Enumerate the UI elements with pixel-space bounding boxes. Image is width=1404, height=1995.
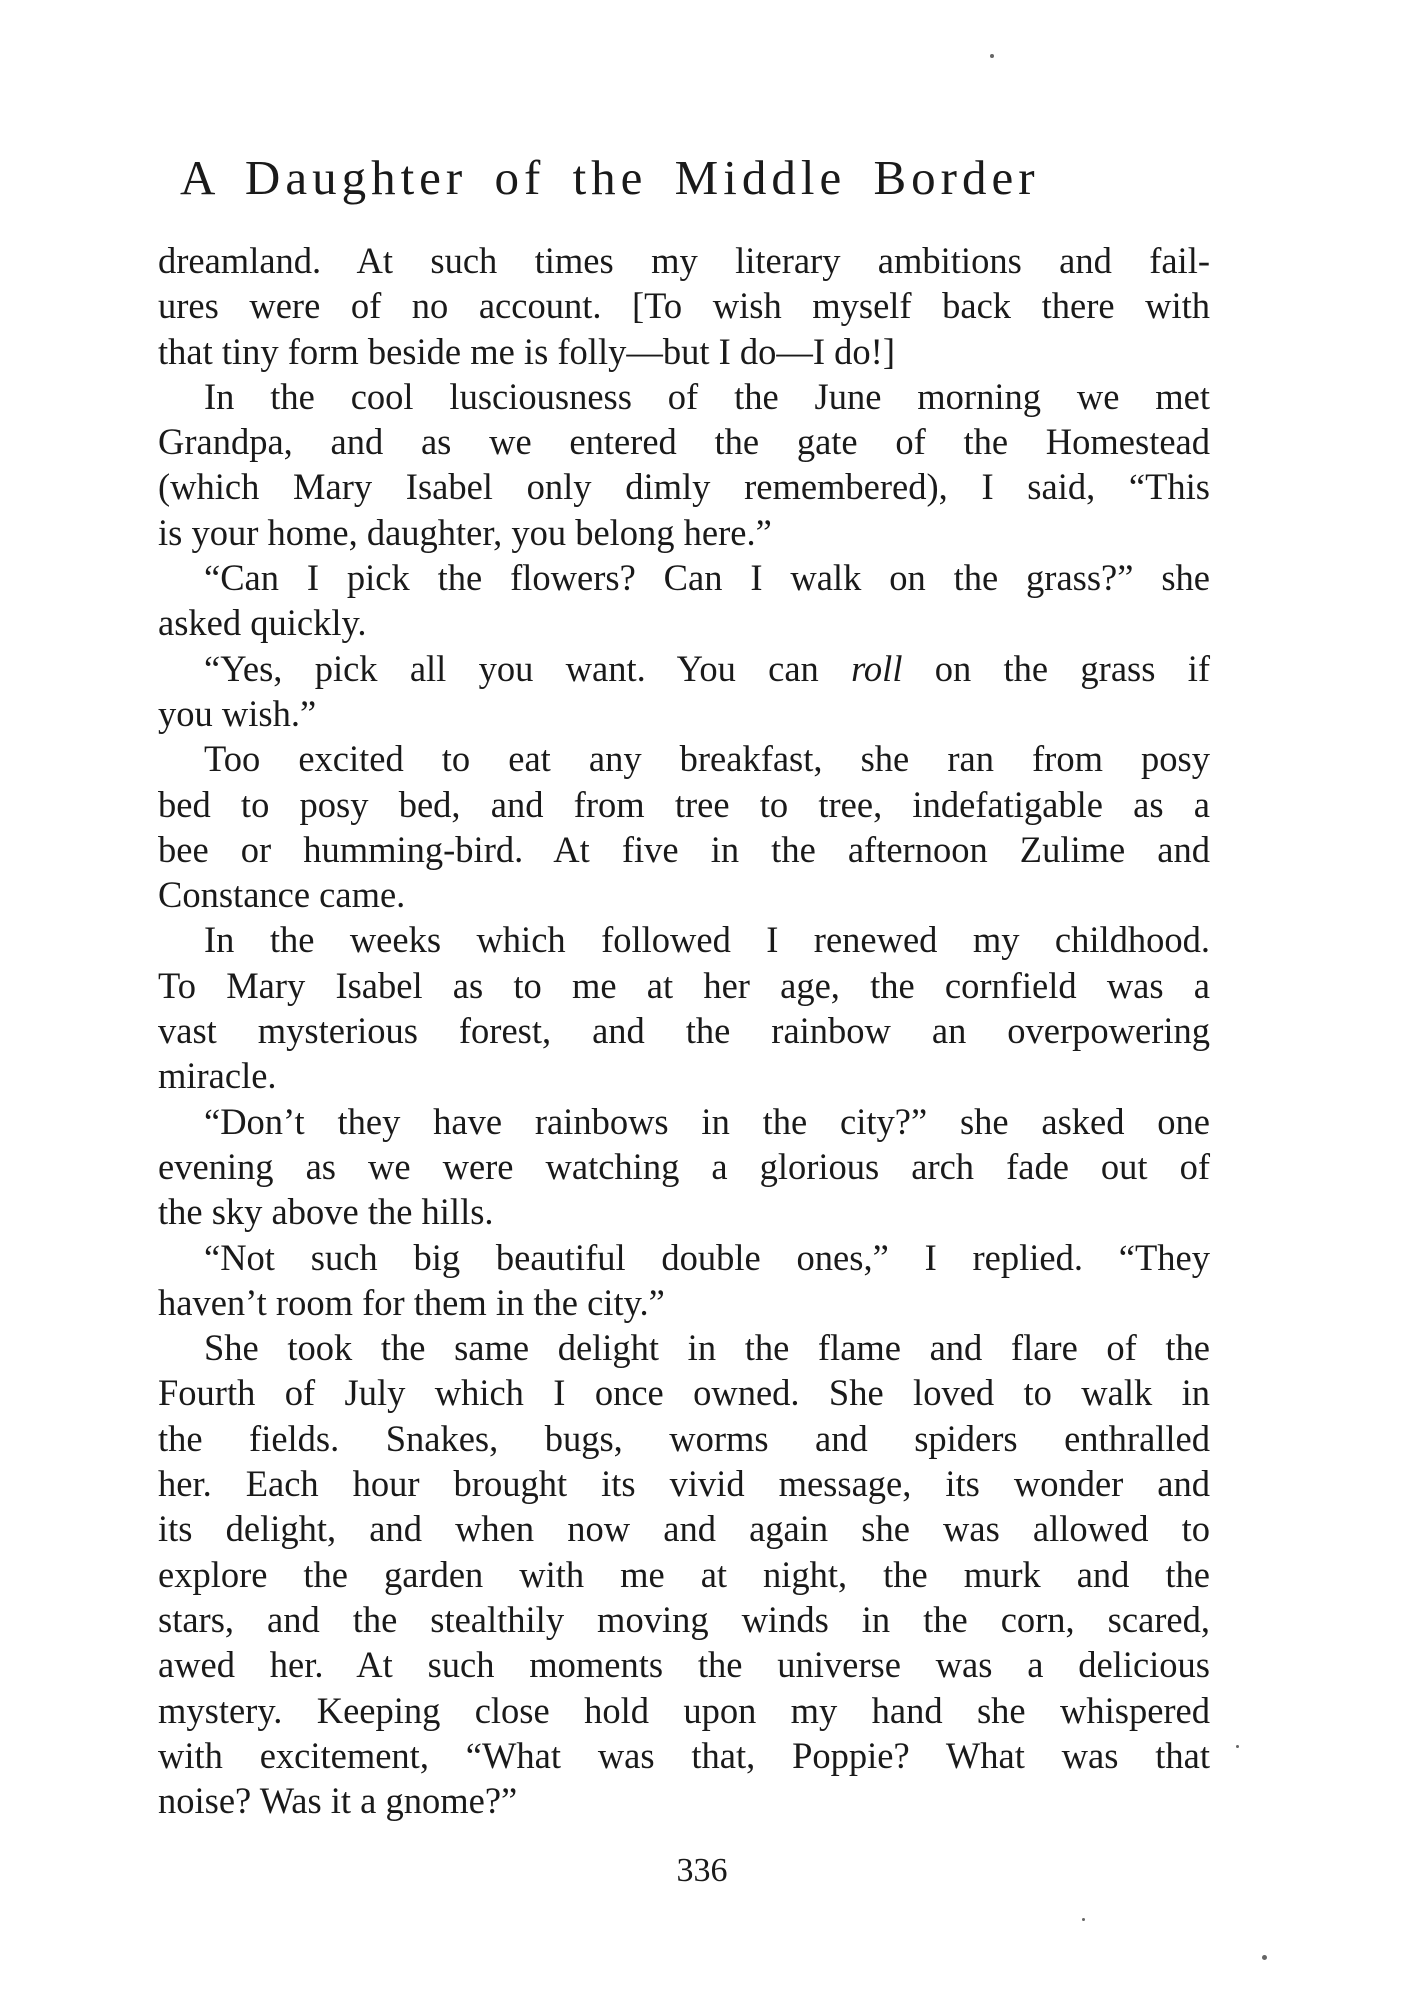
text-line: To Mary Isabel as to me at her age, the cornfield was a [158, 964, 1210, 1006]
text-line: “Not such big beautiful double ones,” I replied. “They [204, 1236, 1210, 1278]
text-line: “Can I pick the flowers? Can I walk on the grass?” she [204, 557, 1210, 599]
text-line: In the weeks which followed I renewed my childhood. [204, 919, 1210, 961]
text-line: that tiny form beside me is folly—but I do—I do!] [158, 330, 895, 372]
scan-speck [1082, 1918, 1085, 1921]
scan-speck [1262, 1955, 1267, 1960]
text-line: “Don’t they have rainbows in the city?” she asked one [204, 1100, 1210, 1142]
text-line: Constance came. [158, 874, 406, 916]
emphasized-word: roll [851, 647, 903, 689]
text-line: bee or humming-bird. At five in the afternoon Zulime and [158, 828, 1210, 870]
text-line: She took the same delight in the flame and flare of the [204, 1327, 1210, 1369]
text-line: miracle. [158, 1055, 277, 1097]
text-line: the sky above the hills. [158, 1191, 494, 1233]
body-text [158, 238, 1210, 1823]
text-line: the fields. Snakes, bugs, worms and spiders enthralled [158, 1417, 1210, 1459]
scan-speck [1236, 1745, 1239, 1748]
text-line: awed her. At such moments the universe was a delicious [158, 1644, 1210, 1686]
scan-speck [990, 54, 994, 58]
text-line: (which Mary Isabel only dimly remembered), I said, “This [158, 466, 1210, 508]
text-line: In the cool lusciousness of the June morning we met [204, 375, 1210, 417]
text-line: asked quickly. [158, 602, 367, 644]
text-line: Grandpa, and as we entered the gate of the Homestead [158, 421, 1210, 463]
text-line: dreamland. At such times my literary ambitions and fail- [158, 240, 1210, 281]
text-line: evening as we were watching a glorious arch fade out of [158, 1145, 1210, 1187]
text-line: noise? Was it a gnome?” [158, 1780, 518, 1822]
page-number: 336 [676, 1852, 728, 1889]
text-line: Too excited to eat any breakfast, she ran from posy [204, 738, 1210, 780]
text-line: its delight, and when now and again she was allowed to [158, 1508, 1210, 1550]
text-segment: “Yes, pick all you want. You can [204, 647, 852, 689]
text-line: bed to posy bed, and from tree to tree, indefatigable as a [158, 783, 1210, 825]
text-line: explore the garden with me at night, the murk and the [158, 1553, 1210, 1595]
text-line: you wish.” [158, 692, 317, 734]
text-line: haven’t room for them in the city.” [158, 1281, 665, 1323]
text-line [158, 646, 1210, 691]
text-line: ures were of no account. [To wish myself back there with [158, 285, 1210, 327]
text-line: mystery. Keeping close hold upon my hand she whispered [158, 1689, 1210, 1731]
text-line: with excitement, “What was that, Poppie? What was that [158, 1734, 1210, 1776]
text-line: is your home, daughter, you belong here.” [158, 511, 772, 553]
running-title: A Daughter of the Middle Border [180, 150, 1040, 205]
text-line: her. Each hour brought its vivid message, its wonder and [158, 1463, 1210, 1505]
text-line: stars, and the stealthily moving winds in the corn, scared, [158, 1598, 1210, 1640]
text-line: vast mysterious forest, and the rainbow an overpowering [158, 1010, 1210, 1052]
text-segment: on the grass if [902, 647, 1211, 689]
text-line: Fourth of July which I once owned. She loved to walk in [158, 1372, 1210, 1414]
